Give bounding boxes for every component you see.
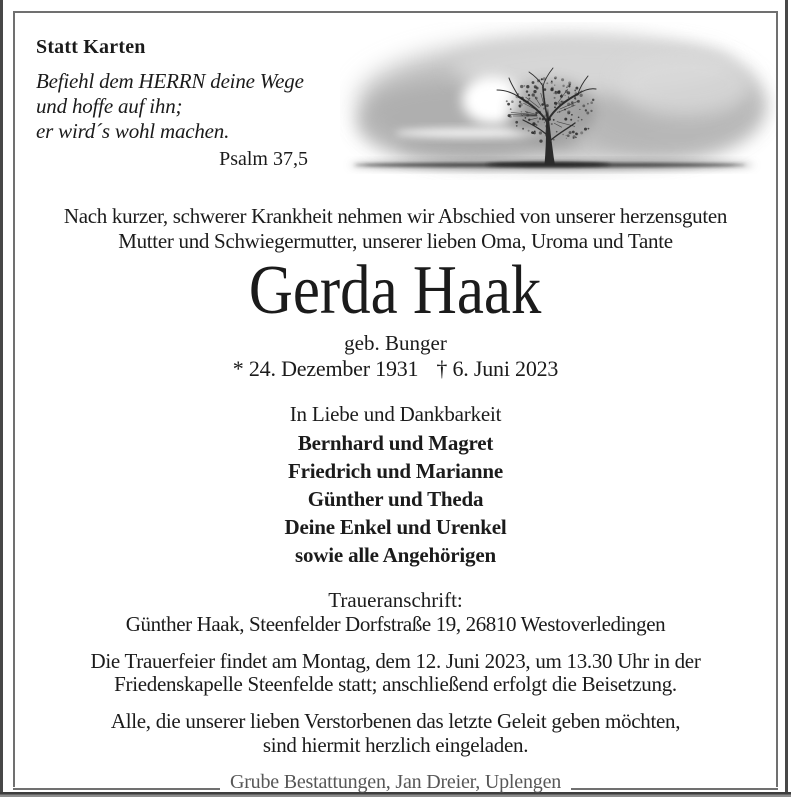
tree-in-mist-svg [340,22,778,180]
mourning-label: In Liebe und Dankbarkeit [289,402,502,426]
intro-line-2: Mutter und Schwiegermutter, unserer lieben Oma, Uroma und Tante [118,229,673,253]
mourning-address-value: Günther Haak, Steenfelder Dorfstraße 19, 26810 Westoverledingen [125,612,666,636]
intro-paragraph [13,204,778,254]
birth-date: * 24. Dezember 1931 [232,356,419,381]
invitation-line-1: Alle, die unserer lieben Verstorbenen das letzte Geleit geben möchten, [110,709,681,733]
service-info [13,650,778,696]
death-date: † 6. Juni 2023 [436,356,559,381]
rule-segment-left [13,788,220,790]
life-dates [13,356,778,382]
family-member: sowie alle Angehörigen [295,543,496,567]
undertaker-name: Grube Bestattungen, Jan Dreier, Uplengen [229,771,562,793]
mourning-address-label: Traueranschrift: [328,588,463,612]
intro-line-1: Nach kurzer, schwerer Krankheit nehmen wir Abschied von unserer herzensguten [63,204,728,228]
invitation-line-2: sind hiermit herzlich eingeladen. [262,733,529,757]
maiden-name: geb. Bunger [344,331,447,355]
verse-source: Psalm 37,5 [219,148,308,170]
verse-line-2: und hoffe auf ihn; [36,94,183,118]
verse-line-1: Befiehl dem HERRN deine Wege [36,69,304,93]
service-line-1: Die Trauerfeier findet am Montag, dem 12. Juni 2023, um 13.30 Uhr in der [90,649,701,673]
family-member: Deine Enkel und Urenkel [284,515,507,539]
deceased-name: Gerda Haak [249,252,542,329]
family-member: Günther und Theda [307,487,484,511]
invitation [13,709,778,757]
rule-segment-right [571,788,778,790]
page-edge-left [0,0,3,797]
family-list [13,429,778,569]
family-member: Bernhard und Magret [297,431,494,455]
statt-karten-label: Statt Karten [36,36,146,58]
family-member: Friedrich und Marianne [288,459,503,483]
page-edge-right [785,0,788,794]
verse-line-3: er wird´s wohl machen. [36,119,230,143]
lone-tree-illustration [340,22,778,180]
bottom-rule [13,770,778,798]
service-line-2: Friedenskapelle Steenfelde statt; anschließend erfolgt die Beisetzung. [114,672,677,696]
bible-verse [36,69,308,172]
